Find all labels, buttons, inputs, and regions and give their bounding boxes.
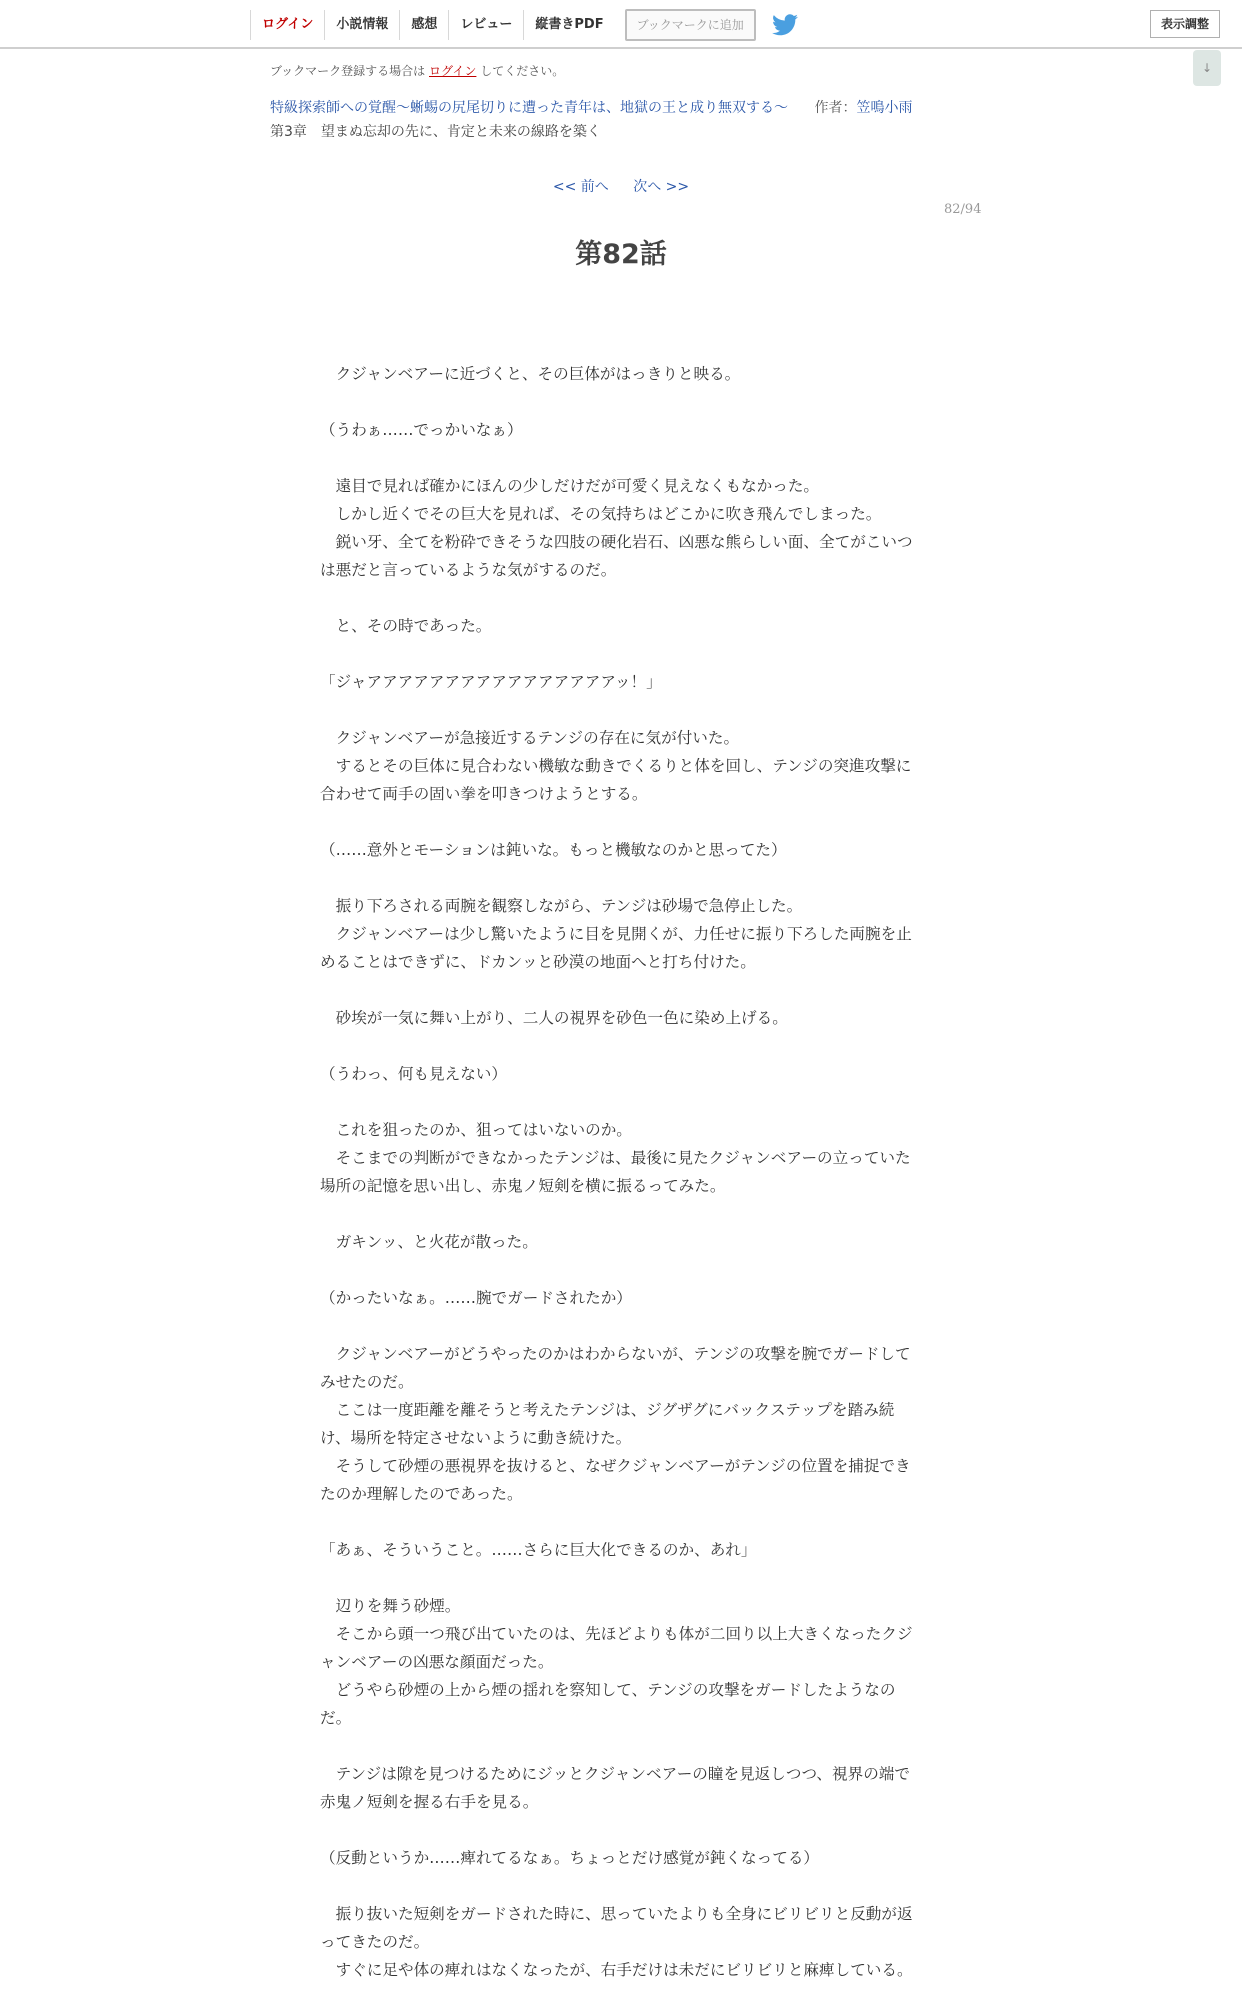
novel-paragraph: そうして砂煙の悪視界を抜けると、なぜクジャンベアーがテンジの位置を捕捉できたのか理解したのであった。 — [320, 1457, 911, 1503]
novel-paragraph: 振り下ろされる両腕を観察しながら、テンジは砂場で急停止した。 — [320, 897, 803, 915]
novel-paragraph: 「ジャアアアアアアアアアアアアアアアアッ！」 — [320, 673, 662, 691]
nav-impressions[interactable]: 感想 — [400, 10, 449, 40]
author-label: 作者： — [814, 100, 857, 116]
novel-paragraph — [320, 388, 920, 416]
novel-paragraph: （……意外とモーションは鈍いな。もっと機敏なのかと思ってた） — [320, 841, 787, 859]
top-nav-bar — [0, 0, 1242, 49]
novel-paragraph: （反動というか……痺れてるなぁ。ちょっとだけ感覚が鈍くなってる） — [320, 1849, 820, 1867]
nav-vertical-pdf[interactable]: 縦書きPDF — [535, 17, 604, 32]
novel-paragraph: テンジは隙を見つけるためにジッとクジャンベアーの瞳を見返しつつ、視界の端で赤鬼ノ短剣を握る右手を見る。 — [320, 1765, 910, 1811]
author-link[interactable]: 笠鳴小雨 — [856, 100, 913, 116]
novel-paragraph — [320, 444, 920, 472]
novel-paragraph — [320, 696, 920, 724]
novel-paragraph: クジャンベアーが急接近するテンジの存在に気が付いた。 — [320, 729, 740, 747]
nav-login[interactable]: ログイン — [250, 10, 325, 40]
novel-paragraph: （かったいなぁ。……腕でガードされたか） — [320, 1289, 632, 1307]
novel-paragraph — [320, 1872, 920, 1900]
prev-episode-link[interactable]: << 前へ — [552, 179, 609, 195]
novel-paragraph: 辺りを舞う砂煙。 — [320, 1597, 461, 1615]
bookmark-login-notice — [270, 62, 564, 79]
novel-paragraph — [320, 976, 920, 1004]
novel-paragraph — [320, 640, 920, 668]
novel-paragraph: するとその巨体に見合わない機敏な動きでくるりと体を回し、テンジの突進攻撃に合わせて両手の固い拳を叩きつけようとする。 — [320, 757, 912, 803]
notice-login-link[interactable]: ログイン — [429, 64, 477, 78]
novel-paragraph — [320, 584, 920, 612]
novel-paragraph: 「あぁ、そういうこと。……さらに巨大化できるのか、あれ」 — [320, 1541, 757, 1559]
novel-paragraph: これを狙ったのか、狙ってはいないのか。 — [320, 1121, 632, 1139]
display-settings-button[interactable]: 表示調整 — [1150, 10, 1220, 38]
novel-paragraph: 遠目で見れば確かにほんの少しだけだが可愛く見えなくもなかった。 — [320, 477, 820, 495]
nav-menu — [250, 10, 798, 40]
novel-paragraph — [320, 1200, 920, 1228]
next-episode-link[interactable]: 次へ >> — [633, 179, 690, 195]
novel-paragraph — [320, 1088, 920, 1116]
episode-pager — [0, 176, 1242, 196]
add-bookmark-button[interactable]: ブックマークに追加 — [625, 9, 756, 41]
novel-paragraph — [320, 1508, 920, 1536]
novel-paragraph: ここは一度距離を離そうと考えたテンジは、ジグザグにバックステップを踏み続け、場所を特定させないように動き続けた。 — [320, 1401, 895, 1447]
novel-paragraph: クジャンベアーは少し驚いたように目を見開くが、力任せに振り下ろした両腕を止めることはできずに、ドカンッと砂漠の地面へと打ち付けた。 — [320, 925, 912, 971]
novel-paragraph — [320, 1564, 920, 1592]
chapter-title: 第3章 望まぬ忘却の先に、肯定と未来の線路を築く — [270, 124, 601, 140]
novel-paragraph — [320, 1816, 920, 1844]
notice-text-after: してください。 — [480, 64, 565, 78]
novel-paragraph: と、その時であった。 — [320, 617, 492, 635]
series-info — [270, 97, 912, 117]
nav-review[interactable]: レビュー — [449, 10, 524, 40]
novel-paragraph: そこから頭一つ飛び出ていたのは、先ほどよりも体が二回り以上大きくなったクジャンベアーの凶悪な顔面だった。 — [320, 1625, 913, 1671]
episode-count: 82/94 — [944, 202, 982, 217]
novel-paragraph: どうやら砂煙の上から煙の揺れを察知して、テンジの攻撃をガードしたようなのだ。 — [320, 1681, 896, 1727]
series-title-link[interactable]: 特級探索師への覚醒～蜥蜴の尻尾切りに遭った青年は、地獄の王と成り無双する～ — [270, 100, 788, 116]
novel-body — [320, 360, 920, 1984]
episode-title: 第82話 — [575, 239, 667, 270]
novel-paragraph: クジャンベアーがどうやったのかはわからないが、テンジの攻撃を腕でガードしてみせたのだ。 — [320, 1345, 911, 1391]
novel-paragraph: ガキンッ、と火花が散った。 — [320, 1233, 538, 1251]
novel-paragraph — [320, 1312, 920, 1340]
novel-paragraph — [320, 1032, 920, 1060]
novel-paragraph: （うわぁ……でっかいなぁ） — [320, 421, 523, 439]
novel-paragraph: そこまでの判断ができなかったテンジは、最後に見たクジャンベアーの立っていた場所の記憶を思い出し、赤鬼ノ短剣を横に振るってみた。 — [320, 1149, 911, 1195]
nav-novel-info[interactable]: 小説情報 — [325, 10, 400, 40]
twitter-icon[interactable] — [772, 13, 798, 37]
novel-paragraph — [320, 1256, 920, 1284]
scroll-down-button[interactable] — [1193, 50, 1221, 86]
novel-paragraph: しかし近くでその巨大を見れば、その気持ちはどこかに吹き飛んでしまった。 — [320, 505, 882, 523]
novel-paragraph — [320, 808, 920, 836]
novel-paragraph — [320, 1732, 920, 1760]
novel-paragraph — [320, 864, 920, 892]
novel-paragraph: 砂埃が一気に舞い上がり、二人の視界を砂色一色に染め上げる。 — [320, 1009, 788, 1027]
novel-paragraph: すぐに足や体の痺れはなくなったが、右手だけは未だにビリビリと麻痺している。 — [320, 1961, 913, 1979]
arrow-down-icon: ↓ — [1201, 61, 1213, 75]
novel-paragraph: 振り抜いた短剣をガードされた時に、思っていたよりも全身にビリビリと反動が返ってきたのだ。 — [320, 1905, 913, 1951]
notice-text-before: ブックマーク登録する場合は — [270, 64, 426, 78]
novel-paragraph: （うわっ、何も見えない） — [320, 1065, 507, 1083]
novel-paragraph: 鋭い牙、全てを粉砕できそうな四肢の硬化岩石、凶悪な熊らしい面、全てがこいつは悪だと言っているような気がするのだ。 — [320, 533, 913, 579]
novel-paragraph: クジャンベアーに近づくと、その巨体がはっきりと映る。 — [320, 365, 741, 383]
